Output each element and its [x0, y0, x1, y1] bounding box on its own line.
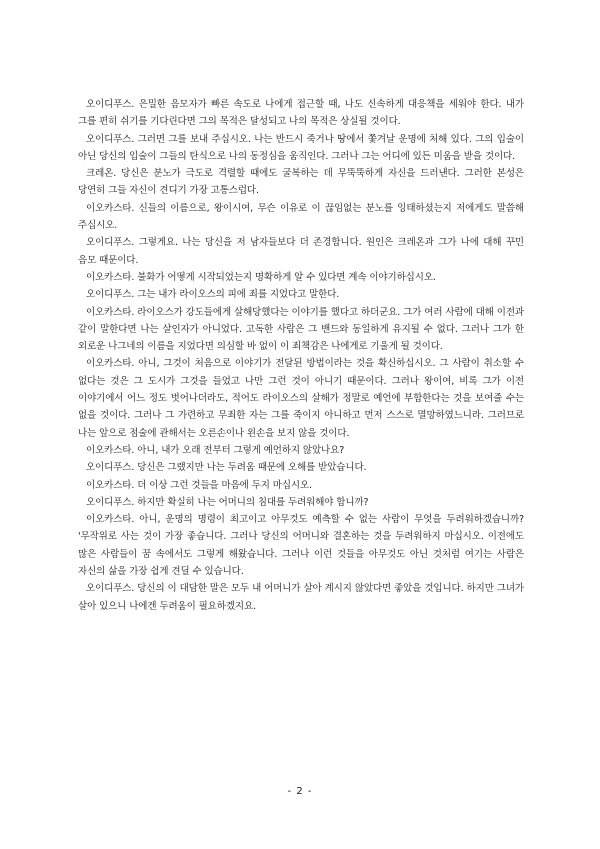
paragraph: 크레온. 당신은 분노가 극도로 격렬할 때에도 굴복하는 데 무뚝뚝하게 자신을 드러낸다. 그러한 본성은 당연히 그들 자신이 견디기 가장 고통스럽다.: [78, 168, 524, 197]
paragraph: 이오카스타. 더 이상 그런 것들을 마음에 두지 마십시오.: [86, 479, 312, 491]
paragraph: 오이디푸스. 당신의 이 대담한 말은 모두 내 어머니가 살아 계시지 않았다면 좋았을 것입니다. 하지만 그녀가 살아 있으니 나에겐 두려움이 필요하겠지요.: [78, 583, 524, 612]
paragraph: 이오카스타. 아니, 운명의 명령이 최고이고 아무것도 예측할 수 없는 사람이 무엇을 두려워하겠습니까? '무작위로 사는 것이 가장 좋습니다. 그러나 당신의 어머니와 결혼하는 것을 두려워하지 마십시오. 이전에도 많은 사람들이 꿈 속에서도 그렇게 해왔습니다. 그러나 이런 것들을 아무것도 아닌 것처럼 여기는 사람은 자신의 삶을 가장 쉽게 견딜 수 있습니다.: [78, 514, 524, 578]
paragraph: 오이디푸스. 하지만 확실히 나는 어머니의 침대를 두려워해야 합니까?: [86, 496, 369, 508]
paragraph: 이오카스타. 아니, 내가 오래 전부터 그렇게 예언하지 않았나요?: [86, 444, 345, 456]
paragraph: 이오카스타. 신들의 이름으로, 왕이시여, 무슨 이유로 이 끊임없는 분노를 잉태하셨는지 저에게도 말씀해 주십시오.: [78, 202, 524, 232]
paragraph: 오이디푸스. 당신은 그랬지만 나는 두려움 때문에 오해를 받았습니다.: [86, 462, 367, 474]
paragraph: 이오카스타. 아니, 그것이 처음으로 이야기가 전달된 방법이라는 것을 확신하십시오. 그 사람이 취소할 수 없다는 것은 그 도시가 그것을 들었고 나만 그런 것이 아니기 때문이다. 그러나 왕이여, 비록 그가 이전 이야기에서 어느 정도 벗어나더라도, 적어도 라이오스의 살해가 정말로 예언에 부합한다는 것을 보여줄 수는 없을 것이다. 그러나 그 가련하고 무죄한 자는 그를 죽이지 아니하고 먼저 스스로 멸망하였느니라. 그러므로 나는 앞으로 점술에 관해서는 오른손이나 왼손을 보지 않을 것이다.: [78, 358, 524, 439]
paragraph: 오이디푸스. 은밀한 음모자가 빠른 속도로 나에게 접근할 때, 나도 신속하게 대응책을 세워야 한다. 내가 그를 편히 쉬기를 기다린다면 그의 목적은 달성되고 나의 목적은 상실될 것이다.: [78, 99, 524, 128]
paragraph: 이오카스타. 라이오스가 강도들에게 살해당했다는 이야기를 했다고 하더군요. 그가 여러 사람에 대해 이전과 같이 말한다면 나는 살인자가 아니었다. 고독한 사람은 그 밴드와 동일하게 유지될 수 없다. 그러나 그가 한 외로운 나그네의 이름을 지었다면 의심할 바 없이 이 죄책감은 나에게로 기울게 될 것이다.: [78, 306, 524, 353]
document-page: [78, 96, 524, 615]
page-number: - 2 -: [287, 786, 313, 797]
paragraph: 이오카스타. 불화가 어떻게 시작되었는지 명확하게 알 수 있다면 계속 이야기하십시오.: [86, 271, 436, 283]
paragraph: 오이디푸스. 그렇게요. 나는 당신을 저 남자들보다 더 존경합니다. 원인은 크레온과 그가 나에 대해 꾸민 음모 때문이다.: [78, 237, 524, 266]
paragraph: 오이디푸스. 그러면 그를 보내 주십시오. 나는 반드시 죽거나 땅에서 쫓겨날 운명에 처해 있다. 그의 입술이 아닌 당신의 입술이 그들의 탄식으로 나의 동정심을 움직인다. 그러나 그는 어디에 있든 미움을 받을 것이다.: [78, 133, 524, 162]
paragraph: 오이디푸스. 그는 내가 라이오스의 피에 죄를 지었다고 말한다.: [86, 289, 340, 301]
